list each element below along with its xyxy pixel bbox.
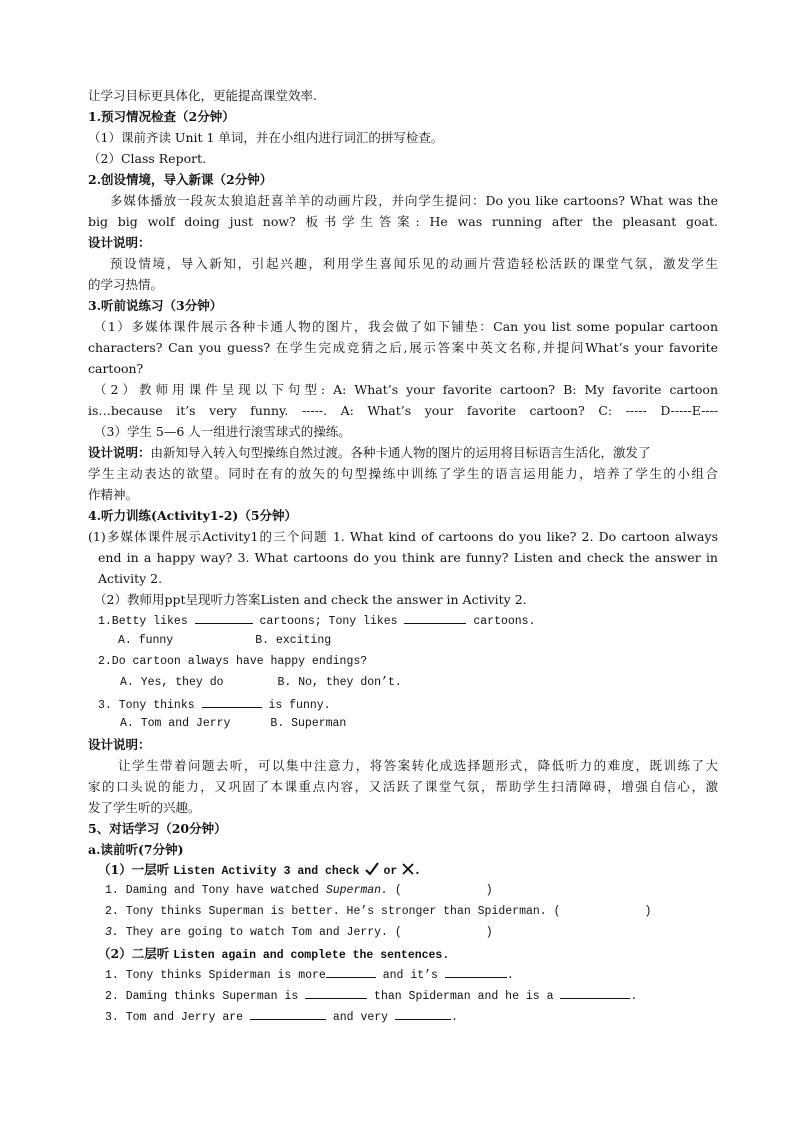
design-note-2-line-1 [88,443,718,464]
design-note-2-line-2: 学生主动表达的欲望。同时在有的放矢的句型操练中训练了学生的语言运用能力，培养了学生的小组合 [88,466,718,481]
first-listen-or: or [383,865,398,878]
second-listen-text: Listen again and complete the sentences. [173,949,450,962]
s-item-1-text-a: 1. Tony thinks Spiderman is more [105,969,326,982]
item-3-paren-open: ( [394,926,402,939]
listening-q3 [98,694,721,715]
listening-q1-text-a: 1.Betty likes [98,615,188,628]
listening-q1 [98,610,721,631]
listening-q3-text-a: 3. Tony thinks [98,699,195,712]
blank-5 [445,964,507,978]
item-1-paren-open: ( [394,884,402,897]
listening-q2-options [120,673,721,694]
option-a-yes: A. Yes, they do [120,676,224,689]
listening-q3-options [120,714,721,735]
section-5a-heading: a.读前听(7分钟) [88,842,184,857]
section-5-heading: 5、对话学习（20分钟） [88,821,227,836]
intro-line: 让学习目标更具体化，更能提高课堂效率. [88,88,317,103]
blank-8 [250,1006,326,1020]
s-item-1-text-b: and it’s [382,969,438,982]
s-item-1-period: . [506,969,514,982]
item-2-paren-close: ) [644,905,652,918]
option-a-tom-jerry: A. Tom and Jerry [120,717,231,730]
second-listen-instruction [98,944,721,965]
section-2-heading: 2.创设情境，导入新课（2分钟） [88,172,273,187]
section-4-heading: 4.听力训练(Activity1-2)（5分钟） [88,508,298,523]
first-listen-item-1 [105,881,721,902]
s-item-2-text-a: 2. Daming thinks Superman is [105,990,299,1003]
blank-7 [560,985,630,999]
first-listen-label: （1）一层听 [98,862,170,877]
item-2-text: 2. Tony thinks Superman is better. He’s stronger than Spiderman. [105,905,547,918]
design-note-3-line-2: 家的口头说的能力，又巩固了本课重点内容，又活跃了课堂气氛，帮助学生扫清障碍，增强自信心，激 [88,779,718,794]
item-3-paren-close: ) [485,926,493,939]
s-item-3-text-b: and very [332,1011,389,1024]
blank-1 [195,610,253,624]
first-listen-text: Listen Activity 3 and check [173,865,360,878]
design-note-2-text: 由新知导入转入句型操练自然过渡。各种卡通人物的图片的运用将目标语言生活化，激发了 [150,445,651,460]
section-3-item-1-line-3: cartoon? [88,361,144,376]
item-3-number: 3. [105,926,119,939]
section-1-heading: 1.预习情况检查（2分钟） [88,109,235,124]
s-item-3-text-a: 3. Tom and Jerry are [105,1011,244,1024]
listening-q1-text-c: cartoons. [473,615,536,628]
first-listen-item-2 [105,902,721,923]
blank-9 [395,1006,451,1020]
section-3-item-1-line-1: （1）多媒体课件展示各种卡通人物的图片，我会做了如下铺垫：Can you list some popular cartoon [94,319,718,334]
section-3-item-3: （3）学生 5—6 人一组进行滚雪球式的操练。 [94,424,351,439]
s-item-2-text-b: than Spiderman and he is a [374,990,554,1003]
section-4-item-2: （2）教师用ppt呈现听力答案Listen and check the answer in Activity 2. [94,592,527,607]
second-listen-item-1 [105,964,721,985]
blank-3 [202,694,262,708]
section-4-item-1-line-1: (1)多媒体课件展示Activity1的三个问题 1. What kind of cartoons do you like? 2. Do cartoon always [88,529,718,544]
design-note-3-line-1: 让学生带着问题去听，可以集中注意力，将答案转化成选择题形式，降低听力的难度，既训练了大 [118,758,718,773]
second-listen-item-3 [105,1006,721,1027]
section-3-heading: 3.听前说练习（3分钟） [88,298,223,313]
first-listen-instruction: （1）一层听 Listen Activity 3 and check or . [98,860,721,881]
design-note-3-line-3: 发了学生听的兴趣。 [88,800,201,815]
section-4-item-1-line-3: Activity 2. [98,571,163,586]
section-3-item-2-line-1: （2）教师用课件呈现以下句型: A: What’s your favorite cartoon? B: My favorite cartoon [94,382,718,397]
section-1-item-2: （2）Class Report. [88,151,207,166]
s-item-2-period: . [630,990,638,1003]
item-1-superman: Superman. [325,884,388,897]
design-note-1-line-2: 的学习热情。 [88,277,164,292]
design-note-label-2: 设计说明： [88,445,151,460]
second-listen-label: （2）二层听 [98,946,170,961]
section-1-item-1: （1）课前齐读 Unit 1 单词，并在小组内进行词汇的拼写检查。 [88,130,444,145]
listening-q1-text-b: cartoons; Tony likes [259,615,398,628]
option-a-funny: A. funny [118,634,174,647]
option-b-exciting: B. exciting [255,634,332,647]
item-2-paren-open: ( [553,905,561,918]
design-note-label-1: 设计说明： [88,235,151,250]
item-3-text: They are going to watch Tom and Jerry. [125,926,388,939]
design-note-1-line-1: 预设情境，导入新知，引起兴趣，利用学生喜闻乐见的动画片营造轻松活跃的课堂气氛，激发学生 [110,256,718,271]
section-2-paragraph-line-2: big big wolf doing just now? 板书学生答案: He was running after the pleasant goat. [88,214,718,229]
s-item-3-period: . [450,1011,458,1024]
blank-2 [404,610,466,624]
listening-q2: 2.Do cartoon always have happy endings? [98,655,368,668]
design-note-label-3: 设计说明： [88,737,151,752]
second-listen-item-2 [105,985,721,1006]
item-1-paren-close: ) [485,884,493,897]
section-3-item-1-line-2: characters? Can you guess? 在学生完成竞猜之后,展示答案中英文名称,并提问What’s your favorite [88,340,718,355]
section-3-item-2-line-2: is…because it’s very funny. -----. A: What’s your favorite cartoon? C: ----- D-----E---- [88,403,718,418]
cross-mark-icon [401,862,415,883]
section-4-item-1-line-2: end in a happy way? 3. What cartoons do you think are funny? Listen and check the answer in [98,550,718,565]
section-2-paragraph-line-1: 多媒体播放一段灰太狼追赶喜羊羊的动画片段，并向学生提问：Do you like cartoons? What was the [110,193,718,208]
blank-6 [305,985,367,999]
listening-q3-text-b: is funny. [268,699,331,712]
first-listen-item-3 [105,923,721,944]
option-b-no: B. No, they don’t. [277,676,402,689]
item-1-text: 1. Daming and Tony have watched [105,884,319,897]
blank-4 [326,964,376,978]
option-b-superman: B. Superman [270,717,347,730]
design-note-2-line-3: 作精神。 [88,487,139,502]
listening-q1-options [118,631,721,652]
